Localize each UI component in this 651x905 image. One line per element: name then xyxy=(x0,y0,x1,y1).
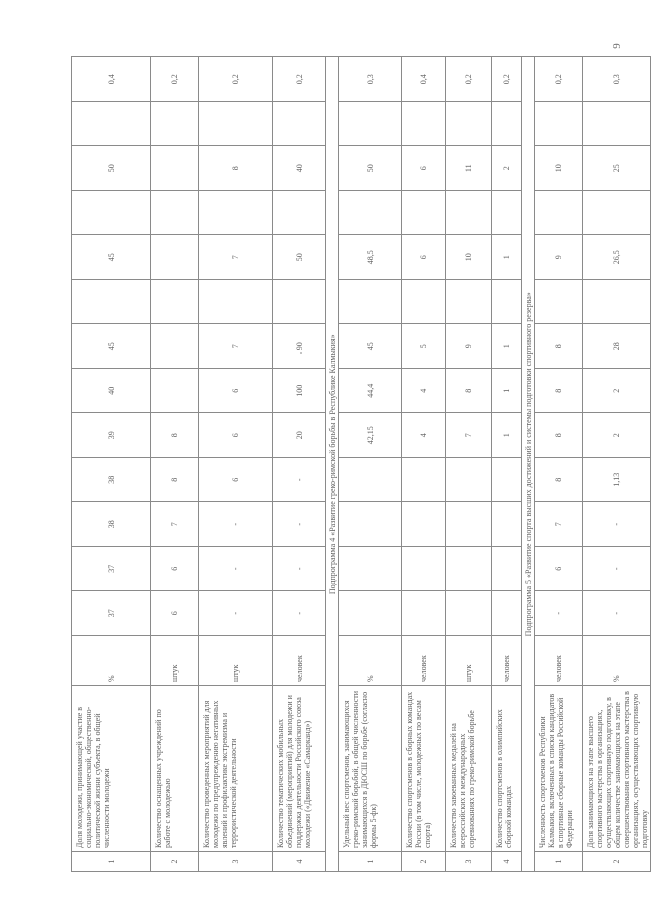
value-cell: 0,4 xyxy=(402,57,446,102)
value-cell: 8 xyxy=(535,413,583,458)
value-cell xyxy=(339,458,402,503)
value-cell: 6 xyxy=(151,547,199,592)
value-cell xyxy=(583,280,651,325)
value-cell: 8 xyxy=(535,458,583,503)
indicator-name-cell: Численность спортсменов Республики Калмыкия, включенных в списки кандидатов в спортивные сборные команды Российской Федерации xyxy=(535,686,583,852)
value-cell: 38 xyxy=(72,458,151,503)
value-cell: 6 xyxy=(199,369,273,414)
value-cell: 8 xyxy=(446,369,492,414)
value-cell: 37 xyxy=(72,547,151,592)
value-cell: 0,2 xyxy=(492,57,522,102)
value-cell xyxy=(151,280,199,325)
indicators-table-body xyxy=(72,57,651,872)
value-cell xyxy=(446,280,492,325)
value-cell: 45 xyxy=(72,235,151,280)
row-number-cell: 1 xyxy=(339,852,402,872)
unit-cell: человек xyxy=(273,636,326,686)
value-cell: 40 xyxy=(273,146,326,191)
table-row xyxy=(492,57,522,872)
value-cell xyxy=(339,280,402,325)
value-cell xyxy=(402,591,446,636)
value-cell: 7 xyxy=(199,235,273,280)
value-cell xyxy=(446,591,492,636)
value-cell: 0,4 xyxy=(72,57,151,102)
row-number-cell: 2 xyxy=(402,852,446,872)
table-row xyxy=(583,57,651,872)
value-cell xyxy=(492,458,522,503)
value-cell: 2 xyxy=(583,413,651,458)
value-cell: 6 xyxy=(199,413,273,458)
indicators-table xyxy=(71,57,651,873)
subprogram-heading: Подпрограмма 4 «Развитие греко-римской борьбы в Республике Калмыкия» xyxy=(326,57,339,872)
value-cell xyxy=(492,102,522,147)
table-row xyxy=(199,57,273,872)
value-cell: 0,2 xyxy=(151,57,199,102)
indicator-name-cell: Количество тематических мобильных объединений (мероприятий) для молодежи и поддержка деятельности Российского союза молодежи («Движение «Самарканд») xyxy=(273,686,326,852)
value-cell: 20 xyxy=(273,413,326,458)
value-cell xyxy=(273,102,326,147)
value-cell xyxy=(151,102,199,147)
indicator-name-cell: Доля занимающихся на этапе высшего спортивного мастерства в организациях, осуществляющих спортивную подготовку, в общем количестве занимающихся на этапе совершенствования спортивного мастерства в организациях, осуществляющих спортивную подготовку xyxy=(583,686,651,852)
unit-cell: % xyxy=(72,636,151,686)
table-row xyxy=(273,57,326,872)
row-number-cell: 1 xyxy=(72,852,151,872)
value-cell xyxy=(199,102,273,147)
value-cell: 28 xyxy=(583,324,651,369)
value-cell: 50 xyxy=(339,146,402,191)
value-cell: 44,4 xyxy=(339,369,402,414)
value-cell: - xyxy=(199,547,273,592)
value-cell: 6 xyxy=(151,591,199,636)
value-cell: 37 xyxy=(72,591,151,636)
value-cell xyxy=(72,102,151,147)
page-number: 9 xyxy=(610,43,623,49)
value-cell: 8 xyxy=(151,413,199,458)
value-cell xyxy=(535,102,583,147)
value-cell: 90 xyxy=(273,324,326,369)
table-row xyxy=(339,57,402,872)
value-cell: 1 xyxy=(492,235,522,280)
value-cell xyxy=(492,280,522,325)
value-cell xyxy=(402,102,446,147)
value-cell: 2 xyxy=(492,146,522,191)
row-number-cell: 2 xyxy=(151,852,199,872)
value-cell: 0,2 xyxy=(199,57,273,102)
value-cell: - xyxy=(273,502,326,547)
unit-cell: штук xyxy=(446,636,492,686)
indicator-name-cell: Количество проведенных мероприятий для молодежи по предупреждению негативных явлений и профилактике экстремизма и террористической деятельности xyxy=(199,686,273,852)
value-cell: 50 xyxy=(72,146,151,191)
value-cell xyxy=(273,280,326,325)
indicator-name-cell: Количество спортсменов в олимпийских сборной командах xyxy=(492,686,522,852)
value-cell: 100 xyxy=(273,369,326,414)
value-cell: 26,5 xyxy=(583,235,651,280)
value-cell: 9 xyxy=(446,324,492,369)
value-cell: 7 xyxy=(151,502,199,547)
value-cell: 25 xyxy=(583,146,651,191)
value-cell: 38 xyxy=(72,502,151,547)
value-cell xyxy=(446,547,492,592)
value-cell: 7 xyxy=(446,413,492,458)
table-row xyxy=(446,57,492,872)
value-cell xyxy=(339,502,402,547)
value-cell: 6 xyxy=(535,547,583,592)
indicator-name-cell: Количество оснащенных учреждений по работе с молодежью xyxy=(151,686,199,852)
value-cell xyxy=(72,280,151,325)
value-cell xyxy=(446,458,492,503)
value-cell xyxy=(402,280,446,325)
value-cell xyxy=(402,547,446,592)
subprogram-heading: Подпрограмма 5 «Развитие спорта высших достижений и системы подготовки спортивного резерва» xyxy=(522,57,535,872)
value-cell: 10 xyxy=(535,146,583,191)
value-cell: 9 xyxy=(535,235,583,280)
value-cell: - xyxy=(583,547,651,592)
value-cell xyxy=(535,280,583,325)
value-cell: - xyxy=(535,591,583,636)
row-number-cell: 4 xyxy=(273,852,326,872)
row-number-cell: 1 xyxy=(535,852,583,872)
unit-cell: штук xyxy=(151,636,199,686)
value-cell xyxy=(339,591,402,636)
value-cell: 8 xyxy=(535,369,583,414)
table-row xyxy=(151,57,199,872)
value-cell: - xyxy=(273,547,326,592)
value-cell: - xyxy=(583,502,651,547)
value-cell: 8 xyxy=(535,324,583,369)
value-cell: 8 xyxy=(151,458,199,503)
value-cell xyxy=(492,547,522,592)
indicator-name-cell: Удельный вес спортсменов, занимающихся греко-римской борьбой, в общей численности занимающихся в ДЮСШ по борьбе (согласно формы 5-фк) xyxy=(339,686,402,852)
value-cell: 1,13 xyxy=(583,458,651,503)
row-number-cell: 4 xyxy=(492,852,522,872)
indicator-name-cell: Доля молодежи, принимающей участие в социально-экономической, общественно-политической жизни субъекта, в общей численности молодежи xyxy=(72,686,151,852)
value-cell xyxy=(446,502,492,547)
value-cell: 7 xyxy=(199,324,273,369)
value-cell: 0,3 xyxy=(583,57,651,102)
value-cell: 45 xyxy=(72,324,151,369)
row-number-cell: 3 xyxy=(199,852,273,872)
value-cell: 1 xyxy=(492,413,522,458)
value-cell: 1 xyxy=(492,369,522,414)
unit-cell: человек xyxy=(535,636,583,686)
value-cell: - xyxy=(583,591,651,636)
value-cell: 0,2 xyxy=(273,57,326,102)
rotated-page xyxy=(71,57,649,872)
value-cell xyxy=(151,324,199,369)
value-cell: - xyxy=(199,591,273,636)
value-cell: 1 xyxy=(492,324,522,369)
value-cell: 6 xyxy=(402,235,446,280)
value-cell: 50 xyxy=(273,235,326,280)
row-number-cell: 2 xyxy=(583,852,651,872)
value-cell: 4 xyxy=(402,413,446,458)
indicator-name-cell: Количество завоеванных медалей на всероссийских и международных соревнованиях по греко-римской борьбе xyxy=(446,686,492,852)
value-cell xyxy=(492,191,522,236)
value-cell xyxy=(402,191,446,236)
table-row xyxy=(72,57,151,872)
value-cell: 10 xyxy=(446,235,492,280)
table-row xyxy=(402,57,446,872)
value-cell xyxy=(199,191,273,236)
value-cell: - xyxy=(199,502,273,547)
value-cell: 7 xyxy=(535,502,583,547)
value-cell xyxy=(339,102,402,147)
subprogram-row xyxy=(326,57,339,872)
value-cell: 6 xyxy=(199,458,273,503)
row-number-cell: 3 xyxy=(446,852,492,872)
value-cell xyxy=(446,102,492,147)
unit-cell: человек xyxy=(492,636,522,686)
value-cell: 45 xyxy=(339,324,402,369)
value-cell xyxy=(151,191,199,236)
unit-cell: человек xyxy=(402,636,446,686)
value-cell xyxy=(339,547,402,592)
value-cell xyxy=(273,191,326,236)
value-cell xyxy=(402,502,446,547)
value-cell xyxy=(151,146,199,191)
value-cell xyxy=(492,502,522,547)
value-cell xyxy=(583,191,651,236)
value-cell: 0,3 xyxy=(339,57,402,102)
value-cell: 5 xyxy=(402,324,446,369)
value-cell: 4 xyxy=(402,369,446,414)
value-cell xyxy=(492,591,522,636)
value-cell: - xyxy=(273,591,326,636)
value-cell xyxy=(339,191,402,236)
value-cell: 39 xyxy=(72,413,151,458)
value-cell xyxy=(199,280,273,325)
value-cell: - xyxy=(273,458,326,503)
value-cell: 0,2 xyxy=(535,57,583,102)
value-cell: 8 xyxy=(199,146,273,191)
value-cell xyxy=(151,235,199,280)
indicator-name-cell: Количество спортсменов в сборных командах России (в том числе, молодежных по весам спорта) xyxy=(402,686,446,852)
value-cell xyxy=(535,191,583,236)
value-cell: 2 xyxy=(583,369,651,414)
value-cell: 11 xyxy=(446,146,492,191)
value-cell: 42,15 xyxy=(339,413,402,458)
scan-speck xyxy=(300,352,302,354)
value-cell: 6 xyxy=(402,146,446,191)
value-cell xyxy=(151,369,199,414)
value-cell: 48,5 xyxy=(339,235,402,280)
unit-cell: % xyxy=(583,636,651,686)
value-cell xyxy=(72,191,151,236)
value-cell xyxy=(583,102,651,147)
table-row xyxy=(535,57,583,872)
value-cell: 0,2 xyxy=(446,57,492,102)
value-cell xyxy=(446,191,492,236)
value-cell xyxy=(402,458,446,503)
value-cell: 40 xyxy=(72,369,151,414)
unit-cell: % xyxy=(339,636,402,686)
subprogram-row xyxy=(522,57,535,872)
unit-cell: штук xyxy=(199,636,273,686)
